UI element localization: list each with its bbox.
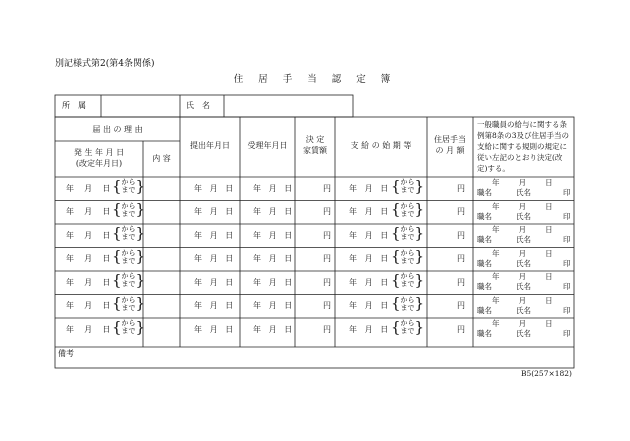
left-brace-icon: { <box>112 176 122 195</box>
rent-yen-cell[interactable]: 円 <box>323 301 331 311</box>
start-period-brace <box>391 249 424 265</box>
made-label: まで <box>121 280 136 289</box>
decision-name-line[interactable]: 氏名 <box>516 258 531 268</box>
col-revision-date: (改定年月日) <box>75 159 123 168</box>
submission-date-cell[interactable]: 年 月 日 <box>194 183 234 193</box>
col-content: 内 容 <box>152 154 171 163</box>
decision-date-line[interactable]: 年 月 日 <box>492 225 553 234</box>
seal-mark: 印 <box>563 211 571 221</box>
kara-label: から <box>121 319 136 327</box>
decision-official-line[interactable]: 職名 <box>477 305 492 315</box>
seal-mark: 印 <box>563 329 571 338</box>
made-label: まで <box>400 303 415 312</box>
name-label: 氏 名 <box>186 101 210 110</box>
receipt-date-cell[interactable]: 年 月 日 <box>253 207 293 217</box>
remarks-label: 備考 <box>58 349 74 358</box>
kara-label: から <box>400 319 415 327</box>
right-brace-icon: } <box>414 247 425 266</box>
made-label: まで <box>121 233 136 242</box>
decision-line-4: 従い左記のとおり決定(改 <box>477 153 563 162</box>
seal-mark: 印 <box>563 282 571 291</box>
col-payment-start: 支 給 の 始 期 等 <box>350 141 412 150</box>
occurrence-date-cell[interactable]: 年 月 日 <box>66 183 111 193</box>
decision-official-line[interactable]: 職名 <box>477 211 492 221</box>
kara-label: から <box>121 201 136 210</box>
decision-name-line[interactable]: 氏名 <box>516 188 531 197</box>
submission-date-cell[interactable]: 年 月 日 <box>194 324 234 334</box>
right-brace-icon: } <box>135 176 146 195</box>
left-brace-icon: { <box>112 200 122 219</box>
rent-yen-cell[interactable]: 円 <box>323 183 331 193</box>
start-date-cell[interactable]: 年 月 日 <box>349 230 389 240</box>
kara-label: から <box>121 272 136 280</box>
made-label: まで <box>400 209 415 218</box>
form-title: 住 居 手 当 認 定 簿 <box>233 74 397 85</box>
decision-date-line[interactable]: 年 月 日 <box>492 272 553 281</box>
right-brace-icon: } <box>135 294 146 313</box>
period-brace <box>112 272 145 288</box>
made-label: まで <box>121 303 136 312</box>
left-brace-icon: { <box>391 317 401 336</box>
submission-date-cell[interactable]: 年 月 日 <box>194 230 234 240</box>
decision-date-line[interactable]: 年 月 日 <box>492 178 553 187</box>
decision-line-1: 一般職員の給与に関する条 <box>477 120 567 129</box>
seal-mark: 印 <box>563 188 571 197</box>
occurrence-date-cell[interactable]: 年 月 日 <box>66 301 111 311</box>
occurrence-date-cell[interactable]: 年 月 日 <box>66 324 111 334</box>
left-brace-icon: { <box>112 223 122 242</box>
receipt-date-cell[interactable]: 年 月 日 <box>253 254 293 264</box>
made-label: まで <box>400 233 415 242</box>
rent-yen-cell[interactable]: 円 <box>323 230 331 240</box>
receipt-date-cell[interactable]: 年 月 日 <box>253 301 293 311</box>
made-label: まで <box>121 256 136 265</box>
seal-mark: 印 <box>563 235 571 244</box>
col-decided-rent-1: 決 定 <box>305 135 325 144</box>
right-brace-icon: } <box>414 200 425 219</box>
left-brace-icon: { <box>112 247 122 266</box>
decision-line-2: 例第8条の3及び住居手当の <box>477 131 570 140</box>
kara-label: から <box>400 248 415 257</box>
form-id: 別記様式第2(第4条関係) <box>55 59 155 69</box>
occurrence-date-cell[interactable]: 年 月 日 <box>66 277 111 287</box>
decision-name-line[interactable]: 氏名 <box>516 282 531 291</box>
monthly-yen-cell[interactable]: 円 <box>457 207 465 217</box>
start-period-brace <box>391 178 424 194</box>
left-brace-icon: { <box>391 294 401 313</box>
right-brace-icon: } <box>135 247 146 266</box>
decision-name-line[interactable]: 氏名 <box>516 305 531 315</box>
left-brace-icon: { <box>391 270 401 289</box>
right-brace-icon: } <box>414 294 425 313</box>
receipt-date-cell[interactable]: 年 月 日 <box>253 324 293 334</box>
decision-official-line[interactable]: 職名 <box>477 235 492 244</box>
col-monthly-amount-1: 住居手当 <box>434 135 466 144</box>
kara-label: から <box>121 225 136 233</box>
receipt-date-cell[interactable]: 年 月 日 <box>253 183 293 193</box>
seal-mark: 印 <box>563 258 571 268</box>
rent-yen-cell[interactable]: 円 <box>323 277 331 287</box>
right-brace-icon: } <box>414 176 425 195</box>
kara-label: から <box>400 295 415 304</box>
receipt-date-cell[interactable]: 年 月 日 <box>253 230 293 240</box>
decision-name-line[interactable]: 氏名 <box>516 211 531 221</box>
col-monthly-amount-2: の 月 額 <box>435 146 465 155</box>
seal-mark: 印 <box>563 305 571 315</box>
kara-label: から <box>121 295 136 304</box>
col-notification-reason: 届 出 の 理 由 <box>92 125 143 134</box>
col-receipt-date: 受理年月日 <box>247 141 288 150</box>
col-submission-date: 提出年月日 <box>190 141 230 150</box>
monthly-yen-cell[interactable]: 円 <box>457 301 465 311</box>
right-brace-icon: } <box>135 317 146 336</box>
period-brace <box>112 296 145 312</box>
made-label: まで <box>400 280 415 289</box>
submission-date-cell[interactable]: 年 月 日 <box>194 254 234 264</box>
decision-line-3: 支給に関する規則の規定に <box>477 142 567 151</box>
paper-size: B5(257×182) <box>520 369 572 378</box>
monthly-yen-cell[interactable]: 円 <box>457 254 465 264</box>
decision-official-line[interactable]: 職名 <box>477 258 492 268</box>
start-period-brace <box>391 319 424 335</box>
left-brace-icon: { <box>391 247 401 266</box>
left-brace-icon: { <box>112 294 122 313</box>
start-period-brace <box>391 296 424 312</box>
occurrence-date-cell[interactable]: 年 月 日 <box>66 230 111 240</box>
right-brace-icon: } <box>135 200 146 219</box>
col-decided-rent-2: 家賃額 <box>303 146 327 155</box>
left-brace-icon: { <box>391 176 401 195</box>
made-label: まで <box>400 256 415 265</box>
decision-official-line[interactable]: 職名 <box>477 188 492 197</box>
start-date-cell[interactable]: 年 月 日 <box>349 301 389 311</box>
made-label: まで <box>400 186 415 195</box>
period-brace <box>112 319 145 335</box>
occurrence-date-cell[interactable]: 年 月 日 <box>66 207 111 217</box>
period-brace <box>112 178 145 194</box>
decision-name-line[interactable]: 氏名 <box>516 235 531 244</box>
period-brace <box>112 225 145 241</box>
start-period-brace <box>391 225 424 241</box>
right-brace-icon: } <box>414 317 425 336</box>
occurrence-date-cell[interactable]: 年 月 日 <box>66 254 111 264</box>
made-label: まで <box>400 327 415 336</box>
made-label: まで <box>121 327 136 336</box>
left-brace-icon: { <box>391 223 401 242</box>
col-occurrence-date: 発 生 年 月 日 <box>73 148 125 157</box>
start-date-cell[interactable]: 年 月 日 <box>349 254 389 264</box>
submission-date-cell[interactable]: 年 月 日 <box>194 207 234 217</box>
start-date-cell[interactable]: 年 月 日 <box>349 207 389 217</box>
decision-date-line[interactable]: 年 月 日 <box>492 248 553 258</box>
kara-label: から <box>400 178 415 186</box>
rent-yen-cell[interactable]: 円 <box>323 254 331 264</box>
kara-label: から <box>400 201 415 210</box>
period-brace <box>112 202 145 218</box>
decision-line-5: 定)する。 <box>477 164 510 173</box>
kara-label: から <box>121 248 136 257</box>
decision-date-line[interactable]: 年 月 日 <box>492 295 553 305</box>
kara-label: から <box>400 272 415 280</box>
decision-official-line[interactable]: 職名 <box>477 282 492 291</box>
monthly-yen-cell[interactable]: 円 <box>457 324 465 334</box>
start-date-cell[interactable]: 年 月 日 <box>349 277 389 287</box>
start-date-cell[interactable]: 年 月 日 <box>349 324 389 334</box>
decision-date-line[interactable]: 年 月 日 <box>492 319 553 328</box>
start-date-cell[interactable]: 年 月 日 <box>349 183 389 193</box>
left-brace-icon: { <box>112 270 122 289</box>
kara-label: から <box>400 225 415 233</box>
decision-text <box>477 119 569 174</box>
made-label: まで <box>121 209 136 218</box>
monthly-yen-cell[interactable]: 円 <box>457 277 465 287</box>
made-label: まで <box>121 186 136 195</box>
right-brace-icon: } <box>135 270 146 289</box>
submission-date-cell[interactable]: 年 月 日 <box>194 277 234 287</box>
period-brace <box>112 249 145 265</box>
right-brace-icon: } <box>414 223 425 242</box>
decision-official-line[interactable]: 職名 <box>477 329 492 338</box>
kara-label: から <box>121 178 136 186</box>
left-brace-icon: { <box>391 200 401 219</box>
receipt-date-cell[interactable]: 年 月 日 <box>253 277 293 287</box>
affiliation-label: 所 属 <box>62 101 86 110</box>
monthly-yen-cell[interactable]: 円 <box>457 183 465 193</box>
rent-yen-cell[interactable]: 円 <box>323 207 331 217</box>
start-period-brace <box>391 272 424 288</box>
right-brace-icon: } <box>135 223 146 242</box>
right-brace-icon: } <box>414 270 425 289</box>
left-brace-icon: { <box>112 317 122 336</box>
decision-date-line[interactable]: 年 月 日 <box>492 201 553 211</box>
submission-date-cell[interactable]: 年 月 日 <box>194 301 234 311</box>
decision-name-line[interactable]: 氏名 <box>516 329 531 338</box>
rent-yen-cell[interactable]: 円 <box>323 324 331 334</box>
start-period-brace <box>391 202 424 218</box>
monthly-yen-cell[interactable]: 円 <box>457 230 465 240</box>
